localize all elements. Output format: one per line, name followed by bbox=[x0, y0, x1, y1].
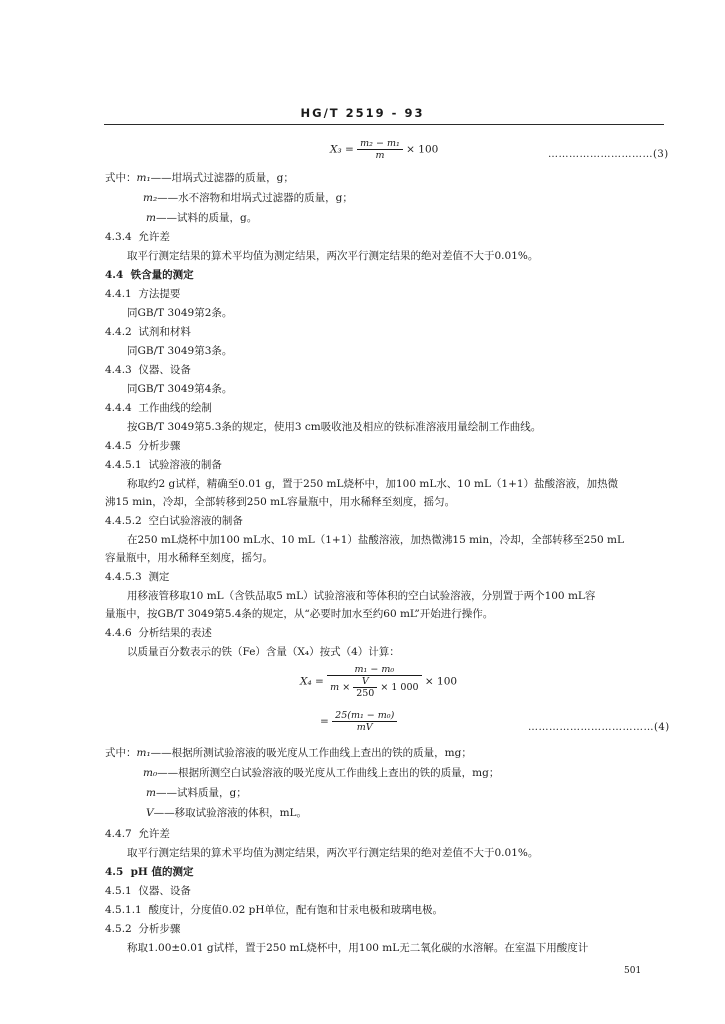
symbol: m₁ bbox=[136, 747, 151, 759]
symbol: m₂ bbox=[143, 192, 158, 204]
standard-number-header: HG/T 2519 - 93 bbox=[300, 106, 425, 120]
symbol-desc: ——移取试验溶液的体积，mL。 bbox=[153, 807, 308, 819]
section-4-5-1-heading bbox=[105, 883, 191, 899]
section-4-4-7-heading bbox=[105, 826, 170, 842]
section-4-4-4-text: 按GB/T 3049第5.3条的规定，使用3 cm吸收池及相应的铁标准溶液用量绘制工作曲线。 bbox=[127, 421, 542, 433]
section-title: 允许差 bbox=[138, 231, 170, 243]
section-4-4-7-text: 取平行测定结果的算术平均值为测定结果，两次平行测定结果的绝对差值不大于0.01%。 bbox=[127, 847, 539, 859]
formula-3-label: (3) bbox=[653, 149, 669, 160]
section-title: 空白试验溶液的制备 bbox=[148, 515, 243, 527]
section-title: 试剂和材料 bbox=[138, 326, 191, 338]
where-3-line-2 bbox=[143, 190, 353, 206]
section-title: 测定 bbox=[148, 571, 170, 583]
where-4-line-1 bbox=[105, 745, 472, 761]
section-4-4-2-text: 同GB/T 3049第3条。 bbox=[127, 345, 233, 357]
where-4-line-3 bbox=[146, 785, 247, 801]
section-title: 铁含量的测定 bbox=[130, 269, 194, 281]
section-4-4-6-text: 以质量百分数表示的铁（Fe）含量（X₄）按式（4）计算： bbox=[127, 646, 400, 658]
symbol: m bbox=[146, 212, 156, 224]
formula-4-inner-numerator: V bbox=[353, 676, 377, 688]
section-4-4-5-3-heading bbox=[105, 569, 169, 585]
formula-4-fraction bbox=[327, 664, 421, 699]
symbol-desc: ——根据所测空白试验溶液的吸光度从工作曲线上查出的铁的质量，mg； bbox=[157, 767, 500, 779]
formula-4-denominator bbox=[327, 676, 421, 699]
section-4-4-5-1-line-2: 沸15 min，冷却，全部转移到250 mL容量瓶中，用水稀释至刻度，摇匀。 bbox=[105, 496, 456, 508]
symbol: V bbox=[146, 807, 154, 819]
section-4-4-4-heading bbox=[105, 400, 212, 416]
section-number: 4.4.5.2 bbox=[105, 515, 142, 527]
section-number: 4.4.7 bbox=[105, 828, 132, 840]
where-3-line-3 bbox=[146, 210, 257, 226]
where-4-line-2 bbox=[143, 765, 499, 781]
section-4-4-1-text: 同GB/T 3049第2条。 bbox=[127, 307, 233, 319]
formula-3-lhs: X₃ = bbox=[330, 143, 354, 156]
section-4-4-5-2-heading bbox=[105, 513, 243, 529]
symbol-desc: ——试料的质量，g。 bbox=[155, 212, 258, 224]
formula-4-numerator: m₁ − m₀ bbox=[327, 664, 421, 676]
symbol-desc: ——水不溶物和坩埚式过滤器的质量，g； bbox=[157, 192, 353, 204]
section-title: 方法提要 bbox=[138, 288, 181, 300]
section-4-4-5-3-line-2: 量瓶中，按GB/T 3049第5.4条的规定，从“必要时加水至约60 mL”开始进行操作。 bbox=[105, 608, 494, 620]
formula-4-leader bbox=[528, 722, 670, 733]
where-3-intro: 式中： bbox=[105, 172, 137, 184]
formula-3-dots: ………………………… bbox=[548, 149, 653, 160]
section-4-4-6-heading bbox=[105, 625, 212, 641]
formula-4-times: × 100 bbox=[424, 675, 458, 688]
symbol: m₀ bbox=[143, 767, 158, 779]
section-4-5-heading bbox=[105, 864, 194, 880]
section-number: 4.4.2 bbox=[105, 326, 132, 338]
page-number: 501 bbox=[624, 966, 642, 976]
section-number: 4.4.1 bbox=[105, 288, 132, 300]
section-number: 4.4 bbox=[105, 269, 124, 281]
formula-3-times: × 100 bbox=[406, 143, 439, 156]
symbol: m bbox=[146, 787, 156, 799]
section-title: 分析步骤 bbox=[138, 923, 181, 935]
formula-4-dots: ……………………………… bbox=[528, 722, 654, 733]
section-4-4-5-3-line-1: 用移液管移取10 mL（含铁品取5 mL）试验溶液和等体积的空白试验溶液，分别置于两个100 mL容 bbox=[127, 590, 596, 602]
section-4-3-4-text: 取平行测定结果的算术平均值为测定结果，两次平行测定结果的绝对差值不大于0.01%。 bbox=[127, 250, 539, 262]
section-4-4-5-2-line-2: 容量瓶中，用水稀释至刻度，摇匀。 bbox=[105, 552, 273, 564]
formula-3 bbox=[330, 138, 438, 161]
formula-4-den-right: × 1 000 bbox=[380, 682, 419, 693]
formula-4-numerator-2: 25(m₁ − m₀) bbox=[332, 710, 397, 722]
where-4-line-4 bbox=[146, 805, 307, 821]
section-4-4-5-heading bbox=[105, 438, 180, 454]
header-rule bbox=[104, 124, 664, 125]
section-number: 4.5.2 bbox=[105, 923, 132, 935]
section-4-4-5-1-line-1: 称取约2 g试样，精确至0.01 g，置于250 mL烧杯中，加100 mL水、10 mL（1+1）盐酸溶液，加热微 bbox=[127, 478, 619, 490]
section-number: 4.4.6 bbox=[105, 627, 132, 639]
section-4-4-3-heading bbox=[105, 362, 191, 378]
section-number: 4.4.5 bbox=[105, 440, 132, 452]
formula-3-denominator: m bbox=[375, 150, 385, 161]
formula-3-leader bbox=[548, 149, 669, 160]
section-number: 4.5.1 bbox=[105, 885, 132, 897]
formula-4-den-left: m × bbox=[330, 682, 351, 693]
section-4-4-5-2-line-1: 在250 mL烧杯中加100 mL水、10 mL（1+1）盐酸溶液，加热微沸15 min，冷却，全部转移至250 mL bbox=[127, 534, 624, 546]
section-4-4-heading bbox=[105, 267, 194, 283]
formula-3-numerator: m₂ − m₁ bbox=[357, 138, 403, 150]
section-title: pH 值的测定 bbox=[130, 866, 194, 878]
section-4-5-2-text: 称取1.00±0.01 g试样，置于250 mL烧杯中，用100 mL无二氧化碳的水溶解。在室温下用酸度计 bbox=[127, 942, 589, 954]
section-number: 4.4.5.3 bbox=[105, 571, 142, 583]
section-4-4-5-1-heading bbox=[105, 457, 222, 473]
section-number: 4.4.3 bbox=[105, 364, 132, 376]
section-4-4-2-heading bbox=[105, 324, 191, 340]
section-4-5-2-heading bbox=[105, 921, 180, 937]
formula-3-fraction bbox=[357, 138, 403, 161]
section-4-4-1-heading bbox=[105, 286, 180, 302]
formula-4-inner-fraction bbox=[353, 676, 377, 699]
section-4-5-1-1 bbox=[105, 902, 443, 918]
where-4-intro: 式中： bbox=[105, 747, 137, 759]
formula-4-equals: = bbox=[320, 715, 329, 728]
section-4-4-3-text: 同GB/T 3049第4条。 bbox=[127, 383, 233, 395]
formula-4-denominator-2: mV bbox=[356, 722, 373, 733]
where-3-line-1 bbox=[105, 170, 294, 186]
section-title: 分析步骤 bbox=[138, 440, 181, 452]
formula-4-inner-denominator: 250 bbox=[356, 688, 375, 699]
section-number: 4.5.1.1 bbox=[105, 904, 142, 916]
section-title: 仪器、设备 bbox=[138, 885, 191, 897]
symbol: m₁ bbox=[136, 172, 151, 184]
formula-4-line-1 bbox=[300, 664, 457, 699]
section-title: 试验溶液的制备 bbox=[148, 459, 222, 471]
formula-4-fraction-2 bbox=[332, 710, 397, 733]
section-title: 分析结果的表述 bbox=[138, 627, 212, 639]
section-title: 工作曲线的绘制 bbox=[138, 402, 212, 414]
section-number: 4.5 bbox=[105, 866, 124, 878]
formula-4-line-2 bbox=[320, 710, 397, 733]
formula-4-lhs: X₄ = bbox=[300, 675, 324, 688]
section-4-3-4-heading bbox=[105, 229, 170, 245]
section-number: 4.4.4 bbox=[105, 402, 132, 414]
section-number: 4.4.5.1 bbox=[105, 459, 142, 471]
symbol-desc: ——根据所测试验溶液的吸光度从工作曲线上查出的铁的质量，mg； bbox=[150, 747, 472, 759]
section-text: 酸度计，分度值0.02 pH单位，配有饱和甘汞电极和玻璃电极。 bbox=[148, 904, 444, 916]
section-title: 仪器、设备 bbox=[138, 364, 191, 376]
section-title: 允许差 bbox=[138, 828, 170, 840]
section-number: 4.3.4 bbox=[105, 231, 132, 243]
symbol-desc: ——试料质量，g； bbox=[155, 787, 247, 799]
formula-4-label: (4) bbox=[654, 722, 670, 733]
symbol-desc: ——坩埚式过滤器的质量，g； bbox=[150, 172, 294, 184]
